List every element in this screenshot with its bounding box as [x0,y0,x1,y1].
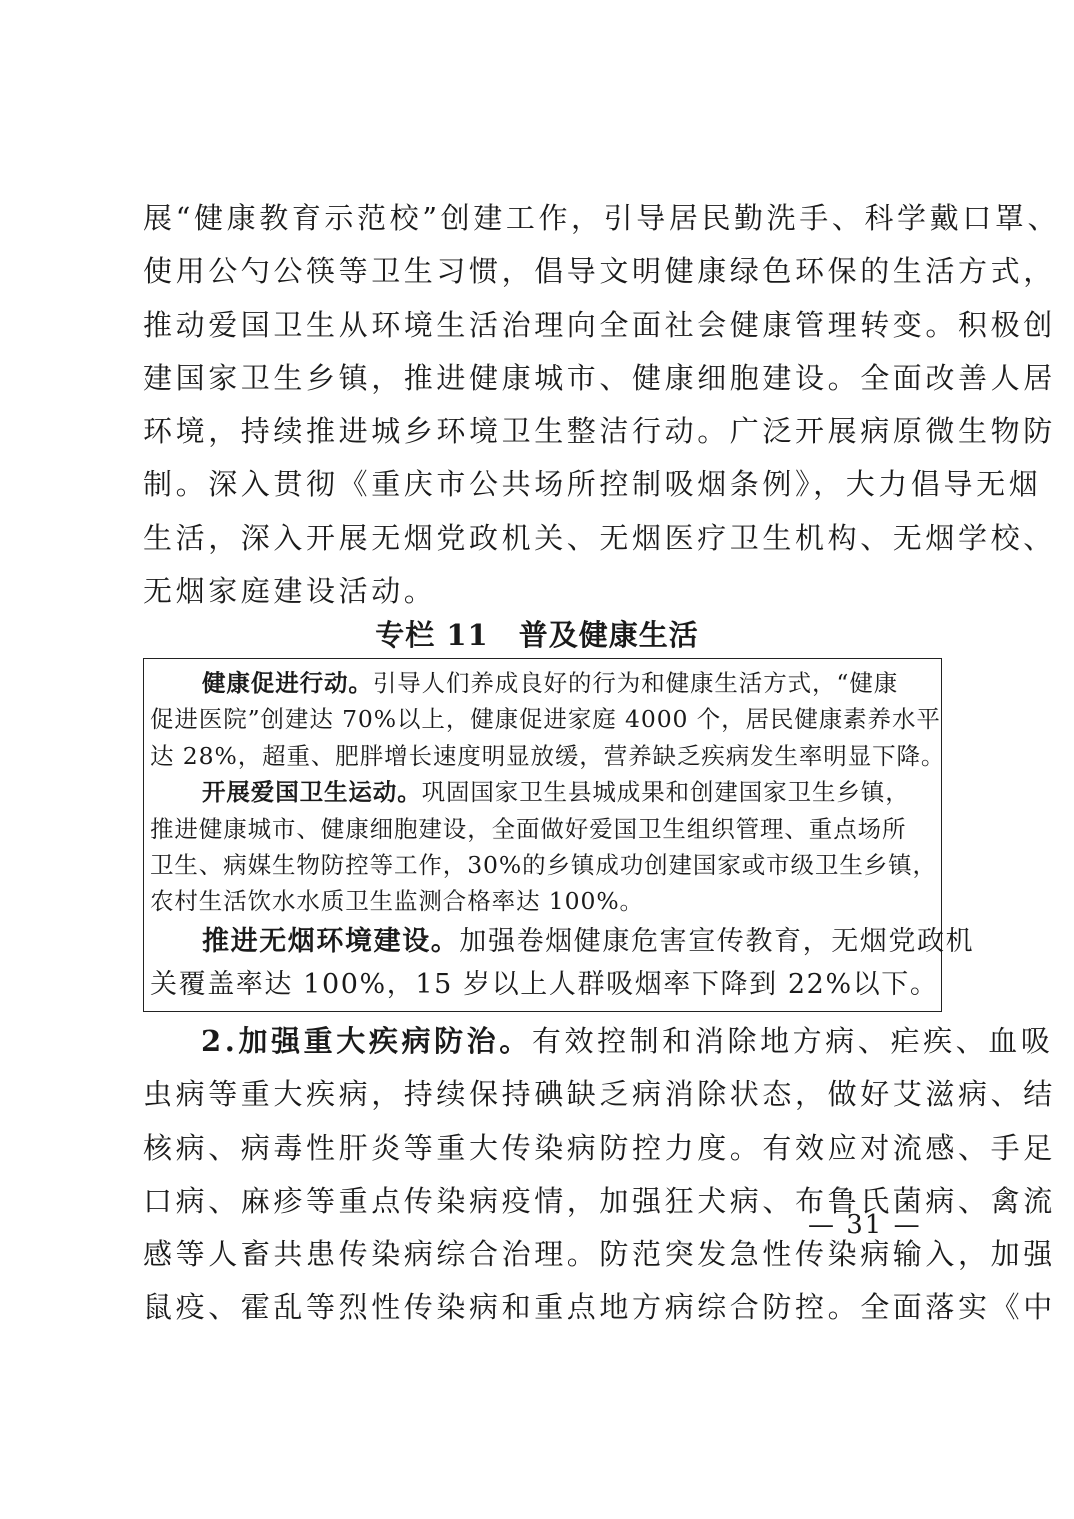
text-line: 口病、麻疹等重点传染病疫情，加强狂犬病、布鲁氏菌病、禽流 [143,1183,1056,1218]
text-line: 有效控制和消除地方病、疟疾、血吸 [531,1024,1054,1058]
text-line: 展“健康教育示范校”创建工作，引导居民勤洗手、科学戴口罩、 [143,201,1061,235]
text-line: 达 28%，超重、肥胖增长速度明显放缓，营养缺乏疾病发生率明显下降。 [150,741,946,770]
text-line: 推动爱国卫生从环境生活治理向全面社会健康管理转变。积极创 [143,307,1056,342]
text-line: 生活，深入开展无烟党政机关、无烟医疗卫生机构、无烟学校、 [143,520,1056,555]
text-line: 建国家卫生乡镇，推进健康城市、健康细胞建设。全面改善人居 [143,360,1056,395]
text-line: 关覆盖率达 100%，15 岁以上人群吸烟率下降到 22%以下。 [150,968,939,1000]
text-line: 巩固国家卫生县城成果和创建国家卫生乡镇， [421,778,910,807]
text-line: 使用公勺公筷等卫生习惯，倡导文明健康绿色环保的生活方式， [143,254,1056,289]
box-title: 专栏 11 普及健康生活 [375,618,699,652]
page-number: — 31 — [808,1210,922,1240]
text-line: 制。深入贯彻《重庆市公共场所控制吸烟条例》，大力倡导无烟 [143,467,1042,502]
text-line: 引导人们养成良好的行为和健康生活方式，“健康 [372,669,899,697]
text-line: 卫生、病媒生物防控等工作，30%的乡镇成功创建国家或市级卫生乡镇， [150,850,937,879]
box-item-lead: 开展爱国卫生运动。 [202,778,422,807]
box-item-lead: 推进无烟环境建设。 [202,925,460,957]
box-item-patriotic-health [150,774,941,920]
column-box [143,658,975,1012]
box-item-lead: 健康促进行动。 [202,669,373,697]
body-paragraph-top [143,192,1061,618]
text-line: 无烟家庭建设活动。 [143,574,437,609]
text-line: 虫病等重大疾病，持续保持碘缺乏病消除状态，做好艾滋病、结 [143,1077,1056,1112]
text-line: 感等人畜共患传染病综合治理。防范突发急性传染病输入，加强 [143,1237,1056,1272]
box-item-health-promotion [150,665,946,774]
text-line: 核病、病毒性肝炎等重大传染病防控力度。有效应对流感、手足 [143,1130,1056,1165]
text-line: 加强卷烟健康危害宣传教育，无烟党政机 [459,925,975,957]
text-line: 促进医院”创建达 70%以上，健康促进家庭 4000 个，居民健康素养水平 [150,705,941,734]
text-line: 环境，持续推进城乡环境卫生整洁行动。广泛开展病原微生物防 [143,414,1056,449]
body-paragraph-bottom [143,1015,1056,1335]
text-line: 鼠疫、霍乱等烈性传染病和重点地方病综合防控。全面落实《中 [143,1290,1056,1325]
section-heading: 2.加强重大疾病防治。 [201,1024,532,1058]
text-line: 农村生活饮水水质卫生监测合格率达 100%。 [150,887,644,916]
box-item-smoke-free [150,920,975,1006]
text-line: 推进健康城市、健康细胞建设，全面做好爱国卫生组织管理、重点场所 [150,814,907,843]
